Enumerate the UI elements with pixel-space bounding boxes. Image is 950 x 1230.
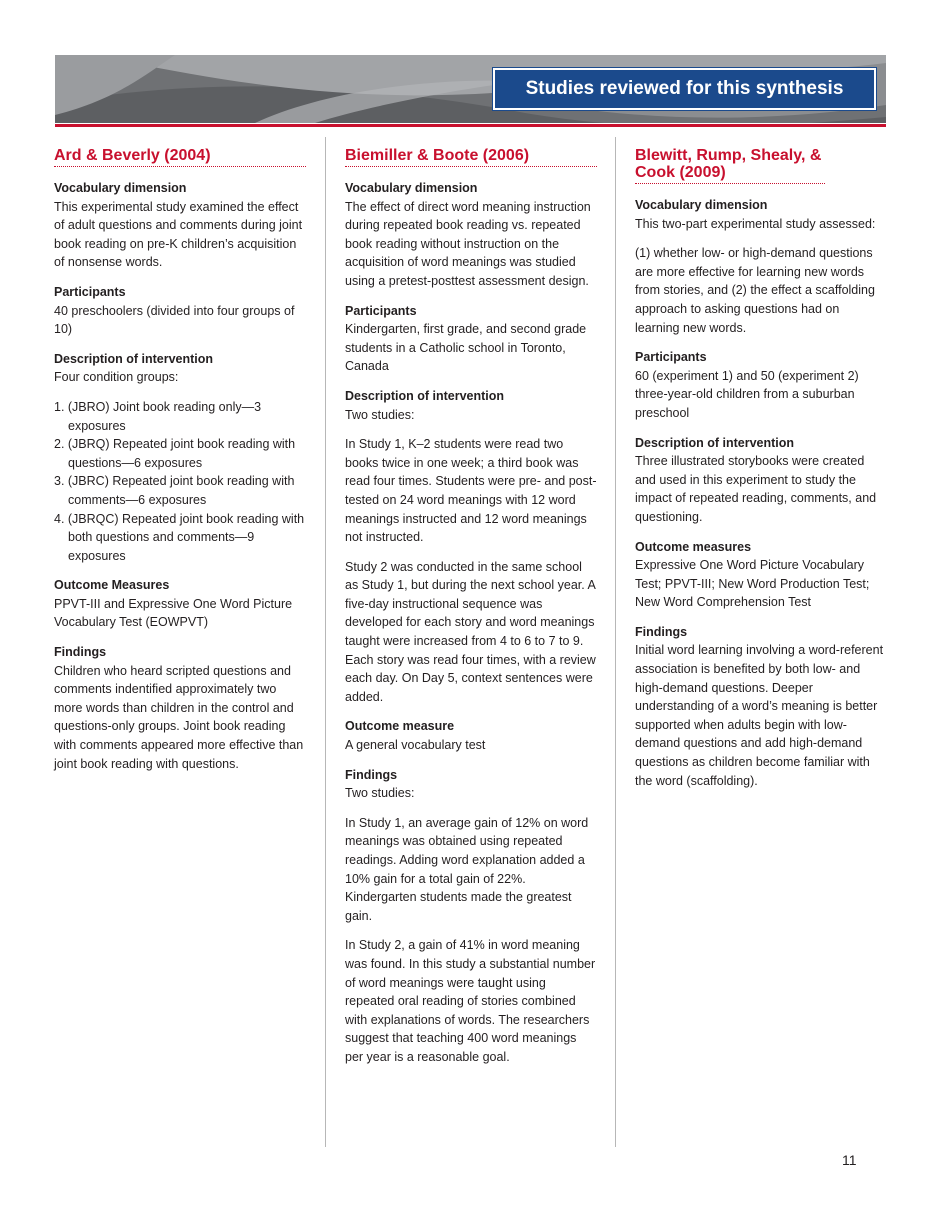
study-title: Biemiller & Boote (2006) <box>345 147 597 167</box>
column-divider <box>615 137 616 1147</box>
page-number: 11 <box>842 1152 857 1168</box>
section-text: Children who heard scripted questions and comments indentified approximately two more words than children in the control and questions-only groups. Joint book reading with comments appeared more effective than joint book reading with questions. <box>54 663 304 771</box>
section-label: Outcome measure <box>345 719 455 734</box>
section-label: Findings <box>54 645 107 660</box>
section-label: Findings <box>635 624 688 639</box>
section-label: Participants <box>54 284 126 299</box>
section-text: Expressive One Word Picture Vocabulary Test; PPVT-III; New Word Production Test; New Word Comprehension Test <box>635 558 870 610</box>
section-label: Vocabulary dimension <box>54 181 187 195</box>
section-label: Participants <box>345 303 417 318</box>
page-title: Studies reviewed for this synthesis <box>493 68 876 110</box>
section-text: This two-part experimental study assessed: <box>635 216 876 231</box>
section-text: 60 (experiment 1) and 50 (experiment 2) three-year-old children from a suburban preschool <box>635 368 859 420</box>
section-label: Description of intervention <box>635 435 795 450</box>
list-item: 2. (JBRQ) Repeated joint book reading with questions—6 exposures <box>54 437 296 470</box>
section-text: In Study 1, K–2 students were read two books twice in one week; a third book was read four times. Students were pre- and post-tested on 24 word meanings with 12 word meanings instructed and 12 word meanings not instructed. <box>345 437 597 545</box>
section-label: Outcome measures <box>635 539 752 554</box>
section-label: Description of intervention <box>54 351 214 366</box>
section-text: Four condition groups: <box>54 370 179 385</box>
section-label: Vocabulary dimension <box>635 198 768 212</box>
section-text: A general vocabulary test <box>345 738 486 753</box>
section-text: The effect of direct word meaning instruction during repeated book reading vs. repeated book reading without instruction on the acquisition of word meanings was studied using a pretest-posttest assessment design. <box>345 199 591 288</box>
section-label: Description of intervention <box>345 388 505 403</box>
section-text: In Study 1, an average gain of 12% on word meanings was obtained using repeated readings. Adding word explanation added a 10% gain for a total gain of 22%. Kindergarten students made the greatest gain. <box>345 815 589 923</box>
section-label: Vocabulary dimension <box>345 181 478 195</box>
section-text: PPVT-III and Expressive One Word Picture Vocabulary Test (EOWPVT) <box>54 596 293 630</box>
condition-list <box>54 398 306 565</box>
list-item: 3. (JBRC) Repeated joint book reading with comments—6 exposures <box>54 474 295 507</box>
section-text: (1) whether low- or high-demand questions are more effective for learning new words from stories, and (2) the effect a scaffolding approach to asking questions had on learning new words. <box>635 246 875 335</box>
section-text: In Study 2, a gain of 41% in word meaning was found. In this study a substantial number of word meanings were taught using repeated oral reading of stories combined with explanations of words. The researchers suggest that teaching 400 word meanings per year is a reasonable goal. <box>345 938 596 1064</box>
section-label: Outcome Measures <box>54 578 170 593</box>
section-text: Kindergarten, first grade, and second grade students in a Catholic school in Toronto, Canada <box>345 322 587 374</box>
section-label: Participants <box>635 350 707 365</box>
section-text: Two studies: <box>345 786 415 801</box>
section-text: Two studies: <box>345 407 415 422</box>
header-red-rule <box>55 124 886 127</box>
study-column-blewitt-et-al <box>635 147 887 801</box>
study-title: Blewitt, Rump, Shealy, & Cook (2009) <box>635 147 825 184</box>
column-divider <box>325 137 326 1147</box>
list-item: 4. (JBRQC) Repeated joint book reading with both questions and comments—9 exposures <box>54 511 305 563</box>
section-text: Study 2 was conducted in the same school as Study 1, but during the next school year. A five-day instructional sequence was developed for each story and word meanings taught were increased from 4 to 6 to 7 to 9. Each story was read four times, with a review each day. On Day 5, context sentences were added. <box>345 559 596 704</box>
list-item: 1. (JBRO) Joint book reading only—3 exposures <box>54 399 262 433</box>
section-text: This experimental study examined the effect of adult questions and comments during joint book reading on pre-K children’s acquisition of nonsense words. <box>54 199 303 270</box>
study-column-ard-beverly <box>54 147 306 784</box>
section-text: 40 preschoolers (divided into four groups of 10) <box>54 303 295 337</box>
section-text: Three illustrated storybooks were created and used in this experiment to study the impact of repeated reading, comments, and questioning. <box>635 454 877 524</box>
study-title: Ard & Beverly (2004) <box>54 147 306 167</box>
section-text: Initial word learning involving a word-referent association is benefited by both low- and high-demand questions. Deeper understanding of a word’s meaning is better supported when adults begin with low-demand questions and add high-demand questions as children become familiar with the word (scaffolding). <box>635 643 884 788</box>
section-label: Findings <box>345 767 398 782</box>
study-column-biemiller-boote <box>345 147 597 1078</box>
